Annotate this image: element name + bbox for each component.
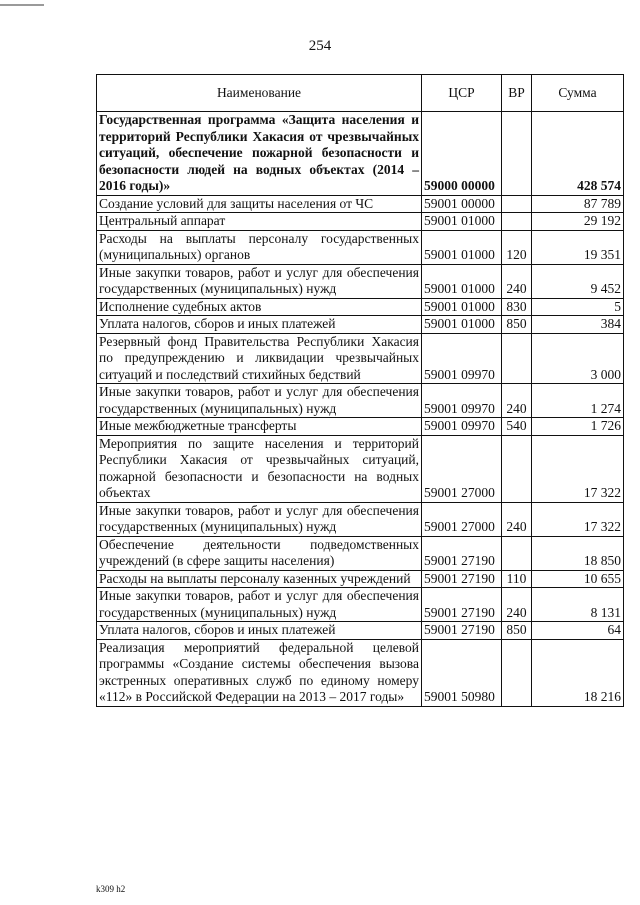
cell-sum: 17 322 — [532, 435, 624, 502]
cell-vr: 830 — [502, 298, 532, 316]
cell-vr: 850 — [502, 316, 532, 334]
header-name: Наименование — [97, 75, 422, 112]
table-row — [97, 502, 624, 536]
footer-code: k309 h2 — [96, 884, 126, 894]
cell-csr: 59001 27000 — [422, 435, 502, 502]
cell-name: Иные закупки товаров, работ и услуг для обеспечения государственных (муниципальных) нужд — [97, 264, 422, 298]
cell-name: Иные межбюджетные трансферты — [97, 418, 422, 436]
cell-vr: 240 — [502, 502, 532, 536]
cell-vr: 540 — [502, 418, 532, 436]
cell-sum: 384 — [532, 316, 624, 334]
cell-vr: 240 — [502, 384, 532, 418]
cell-name: Расходы на выплаты персоналу государственных (муниципальных) органов — [97, 230, 422, 264]
cell-csr: 59001 09970 — [422, 418, 502, 436]
table-row — [97, 264, 624, 298]
cell-sum: 9 452 — [532, 264, 624, 298]
scan-corner-mark — [0, 4, 44, 6]
cell-csr: 59001 27190 — [422, 570, 502, 588]
table-row — [97, 298, 624, 316]
table-row — [97, 384, 624, 418]
cell-name: Резервный фонд Правительства Республики Хакасия по предупреждению и ликвидации чрезвычайных ситуаций и последствий стихийных бедствий — [97, 333, 422, 384]
cell-name: Уплата налогов, сборов и иных платежей — [97, 622, 422, 640]
cell-csr: 59001 01000 — [422, 230, 502, 264]
cell-sum: 19 351 — [532, 230, 624, 264]
cell-vr: 120 — [502, 230, 532, 264]
cell-csr: 59001 09970 — [422, 384, 502, 418]
cell-sum: 5 — [532, 298, 624, 316]
cell-csr: 59001 00000 — [422, 195, 502, 213]
cell-name: Мероприятия по защите населения и территорий Республики Хакасия от чрезвычайных ситуаций, пожарной безопасности и безопасности на водных объектах — [97, 435, 422, 502]
cell-vr: 240 — [502, 264, 532, 298]
cell-vr — [502, 195, 532, 213]
table-header-row — [97, 75, 624, 112]
cell-sum: 64 — [532, 622, 624, 640]
cell-csr: 59001 27000 — [422, 502, 502, 536]
cell-name: Реализация мероприятий федеральной целевой программы «Создание системы обеспечения вызова экстренных оперативных служб по единому номеру «112» в Российской Федерации на 2013 – 2017 годы» — [97, 639, 422, 706]
page-number: 254 — [308, 38, 332, 54]
cell-name: Создание условий для защиты населения от ЧС — [97, 195, 422, 213]
cell-name: Центральный аппарат — [97, 213, 422, 231]
table-row — [97, 570, 624, 588]
cell-vr: 240 — [502, 588, 532, 622]
cell-vr: 110 — [502, 570, 532, 588]
cell-name: Расходы на выплаты персоналу казенных учреждений — [97, 570, 422, 588]
cell-vr — [502, 112, 532, 196]
budget-table — [96, 74, 624, 707]
table-row — [97, 213, 624, 231]
cell-csr: 59001 50980 — [422, 639, 502, 706]
cell-name: Иные закупки товаров, работ и услуг для обеспечения государственных (муниципальных) нужд — [97, 502, 422, 536]
table-row — [97, 536, 624, 570]
cell-csr: 59001 27190 — [422, 588, 502, 622]
table-body — [97, 112, 624, 707]
cell-sum: 87 789 — [532, 195, 624, 213]
cell-sum: 1 274 — [532, 384, 624, 418]
header-sum: Сумма — [532, 75, 624, 112]
cell-name: Уплата налогов, сборов и иных платежей — [97, 316, 422, 334]
cell-csr: 59000 00000 — [422, 112, 502, 196]
table-row — [97, 316, 624, 334]
cell-csr: 59001 01000 — [422, 316, 502, 334]
cell-name: Государственная программа «Защита населения и территорий Республики Хакасия от чрезвычайных ситуаций, обеспечение пожарной безопасности и безопасности людей на водных объектах (2014 – 2016 годы)» — [97, 112, 422, 196]
cell-sum: 3 000 — [532, 333, 624, 384]
cell-name: Исполнение судебных актов — [97, 298, 422, 316]
table-row — [97, 112, 624, 196]
cell-sum: 8 131 — [532, 588, 624, 622]
cell-vr: 850 — [502, 622, 532, 640]
cell-name: Иные закупки товаров, работ и услуг для обеспечения государственных (муниципальных) нужд — [97, 588, 422, 622]
cell-sum: 18 850 — [532, 536, 624, 570]
cell-sum: 428 574 — [532, 112, 624, 196]
cell-vr — [502, 435, 532, 502]
cell-csr: 59001 01000 — [422, 298, 502, 316]
cell-sum: 29 192 — [532, 213, 624, 231]
header-vr: ВР — [502, 75, 532, 112]
cell-name: Обеспечение деятельности подведомственных учреждений (в сфере защиты населения) — [97, 536, 422, 570]
table-row — [97, 418, 624, 436]
table-row — [97, 639, 624, 706]
table-row — [97, 588, 624, 622]
cell-csr: 59001 09970 — [422, 333, 502, 384]
table-row — [97, 333, 624, 384]
header-csr: ЦСР — [422, 75, 502, 112]
cell-csr: 59001 27190 — [422, 622, 502, 640]
cell-vr — [502, 333, 532, 384]
table-row — [97, 622, 624, 640]
cell-csr: 59001 01000 — [422, 264, 502, 298]
table-row — [97, 195, 624, 213]
cell-sum: 18 216 — [532, 639, 624, 706]
cell-sum: 10 655 — [532, 570, 624, 588]
cell-csr: 59001 01000 — [422, 213, 502, 231]
cell-vr — [502, 536, 532, 570]
cell-vr — [502, 639, 532, 706]
cell-sum: 1 726 — [532, 418, 624, 436]
cell-vr — [502, 213, 532, 231]
cell-name: Иные закупки товаров, работ и услуг для обеспечения государственных (муниципальных) нужд — [97, 384, 422, 418]
table-row — [97, 230, 624, 264]
cell-csr: 59001 27190 — [422, 536, 502, 570]
table-row — [97, 435, 624, 502]
cell-sum: 17 322 — [532, 502, 624, 536]
